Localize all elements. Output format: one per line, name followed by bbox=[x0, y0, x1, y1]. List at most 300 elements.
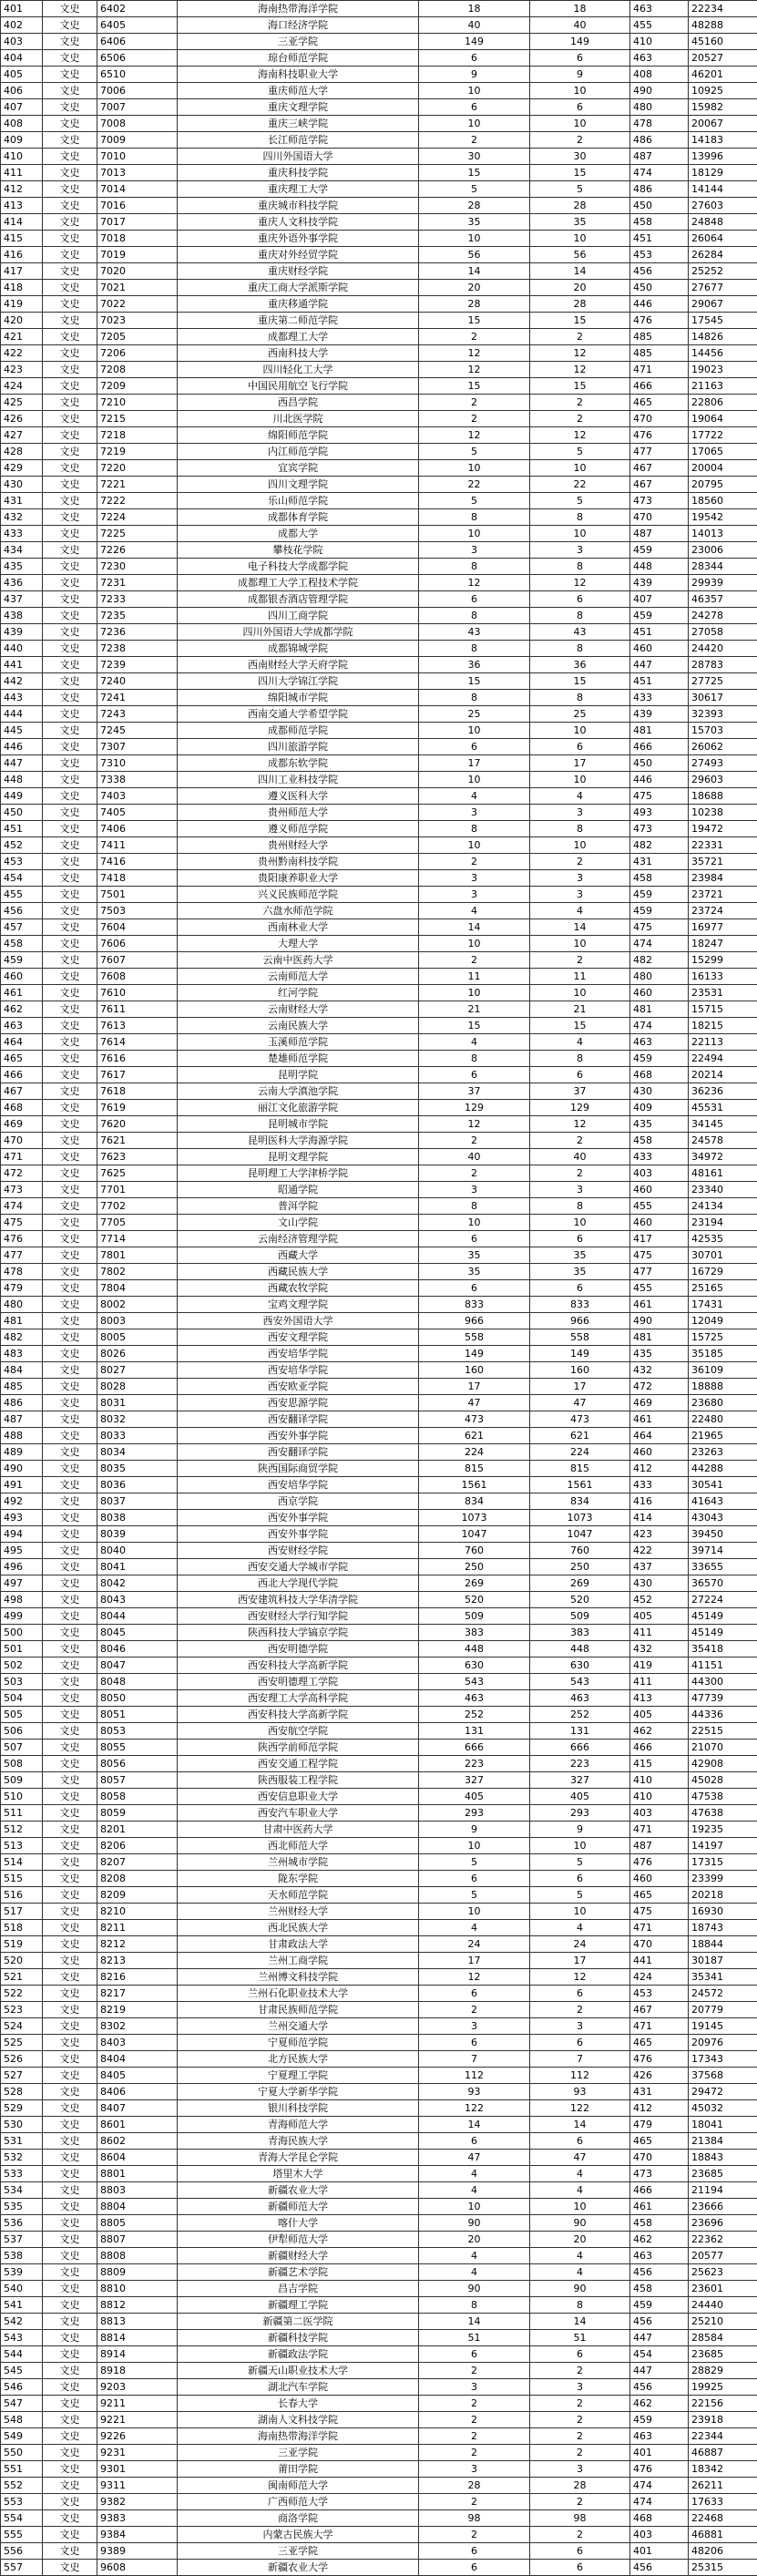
plan-count-cell: 47 bbox=[419, 1395, 530, 1411]
admitted-count-cell: 10 bbox=[530, 231, 630, 247]
min-rank-cell: 46887 bbox=[689, 2445, 757, 2461]
table-row bbox=[1, 1133, 757, 1149]
table-row bbox=[1, 2314, 757, 2330]
table-row bbox=[1, 362, 757, 378]
row-index-cell: 441 bbox=[1, 657, 43, 673]
category-cell: 文史 bbox=[43, 854, 97, 870]
min-rank-cell: 35721 bbox=[689, 854, 757, 870]
row-index-cell: 418 bbox=[1, 280, 43, 296]
school-code-cell: 7224 bbox=[97, 509, 178, 526]
row-index-cell: 500 bbox=[1, 1625, 43, 1641]
min-score-cell: 417 bbox=[630, 1231, 689, 1247]
admitted-count-cell: 6 bbox=[530, 591, 630, 608]
admitted-count-cell: 2 bbox=[530, 329, 630, 345]
min-score-cell: 473 bbox=[630, 821, 689, 837]
school-name-cell: 西藏农牧学院 bbox=[178, 1280, 419, 1297]
table-row bbox=[1, 1904, 757, 1920]
min-rank-cell: 34972 bbox=[689, 1149, 757, 1165]
min-score-cell: 456 bbox=[630, 2314, 689, 2330]
min-rank-cell: 27493 bbox=[689, 755, 757, 772]
min-rank-cell: 22344 bbox=[689, 2428, 757, 2445]
row-index-cell: 471 bbox=[1, 1149, 43, 1165]
school-code-cell: 7607 bbox=[97, 952, 178, 969]
admitted-count-cell: 20 bbox=[530, 280, 630, 296]
school-code-cell: 7016 bbox=[97, 198, 178, 214]
min-score-cell: 460 bbox=[630, 1444, 689, 1461]
school-name-cell: 四川工商学院 bbox=[178, 608, 419, 624]
school-name-cell: 新疆理工学院 bbox=[178, 2297, 419, 2314]
plan-count-cell: 666 bbox=[419, 1740, 530, 1756]
row-index-cell: 494 bbox=[1, 1526, 43, 1543]
plan-count-cell: 10 bbox=[419, 1904, 530, 1920]
admitted-count-cell: 5 bbox=[530, 1854, 630, 1871]
plan-count-cell: 5 bbox=[419, 181, 530, 198]
table-row bbox=[1, 1936, 757, 1953]
school-name-cell: 西北大学现代学院 bbox=[178, 1575, 419, 1592]
school-name-cell: 重庆师范大学 bbox=[178, 83, 419, 99]
admitted-count-cell: 122 bbox=[530, 2100, 630, 2117]
school-code-cell: 8810 bbox=[97, 2281, 178, 2297]
table-row bbox=[1, 870, 757, 887]
school-code-cell: 8036 bbox=[97, 1477, 178, 1493]
admitted-count-cell: 6 bbox=[530, 1871, 630, 1887]
plan-count-cell: 122 bbox=[419, 2100, 530, 2117]
category-cell: 文史 bbox=[43, 132, 97, 149]
table-row bbox=[1, 509, 757, 526]
school-code-cell: 7619 bbox=[97, 1100, 178, 1116]
school-name-cell: 海口经济学院 bbox=[178, 17, 419, 34]
table-row bbox=[1, 1461, 757, 1477]
row-index-cell: 445 bbox=[1, 723, 43, 739]
plan-count-cell: 10 bbox=[419, 83, 530, 99]
table-row bbox=[1, 247, 757, 263]
plan-count-cell: 543 bbox=[419, 1674, 530, 1690]
min-score-cell: 470 bbox=[630, 1936, 689, 1953]
table-row bbox=[1, 1822, 757, 1838]
row-index-cell: 413 bbox=[1, 198, 43, 214]
school-code-cell: 8814 bbox=[97, 2330, 178, 2346]
school-name-cell: 西安外事学院 bbox=[178, 1526, 419, 1543]
school-code-cell: 7416 bbox=[97, 854, 178, 870]
category-cell: 文史 bbox=[43, 214, 97, 231]
school-code-cell: 7238 bbox=[97, 641, 178, 657]
min-score-cell: 466 bbox=[630, 739, 689, 755]
school-name-cell: 西南交通大学希望学院 bbox=[178, 706, 419, 723]
min-score-cell: 454 bbox=[630, 2346, 689, 2363]
plan-count-cell: 98 bbox=[419, 2510, 530, 2527]
min-rank-cell: 14183 bbox=[689, 132, 757, 149]
row-index-cell: 516 bbox=[1, 1887, 43, 1904]
plan-count-cell: 10 bbox=[419, 526, 530, 542]
school-code-cell: 8217 bbox=[97, 1986, 178, 2002]
admitted-count-cell: 4 bbox=[530, 788, 630, 805]
admitted-count-cell: 250 bbox=[530, 1559, 630, 1575]
admitted-count-cell: 47 bbox=[530, 2150, 630, 2166]
admitted-count-cell: 25 bbox=[530, 706, 630, 723]
school-name-cell: 遵义医科大学 bbox=[178, 788, 419, 805]
admitted-count-cell: 3 bbox=[530, 870, 630, 887]
table-row bbox=[1, 395, 757, 411]
table-row bbox=[1, 542, 757, 559]
row-index-cell: 403 bbox=[1, 34, 43, 50]
min-rank-cell: 14197 bbox=[689, 1838, 757, 1854]
min-rank-cell: 20004 bbox=[689, 460, 757, 477]
min-rank-cell: 26284 bbox=[689, 247, 757, 263]
min-score-cell: 461 bbox=[630, 1297, 689, 1313]
min-rank-cell: 41151 bbox=[689, 1657, 757, 1674]
category-cell: 文史 bbox=[43, 657, 97, 673]
school-name-cell: 普洱学院 bbox=[178, 1198, 419, 1215]
school-code-cell: 7221 bbox=[97, 477, 178, 493]
category-cell: 文史 bbox=[43, 1559, 97, 1575]
min-rank-cell: 15715 bbox=[689, 1001, 757, 1018]
row-index-cell: 485 bbox=[1, 1379, 43, 1395]
row-index-cell: 543 bbox=[1, 2330, 43, 2346]
school-name-cell: 成都理工大学 bbox=[178, 329, 419, 345]
admitted-count-cell: 15 bbox=[530, 1018, 630, 1034]
admitted-count-cell: 2 bbox=[530, 952, 630, 969]
min-rank-cell: 15725 bbox=[689, 1329, 757, 1346]
school-code-cell: 7007 bbox=[97, 99, 178, 116]
admitted-count-cell: 93 bbox=[530, 2084, 630, 2100]
category-cell: 文史 bbox=[43, 887, 97, 903]
admitted-count-cell: 1047 bbox=[530, 1526, 630, 1543]
plan-count-cell: 383 bbox=[419, 1625, 530, 1641]
plan-count-cell: 28 bbox=[419, 2478, 530, 2494]
min-score-cell: 433 bbox=[630, 690, 689, 706]
school-name-cell: 成都银杏酒店管理学院 bbox=[178, 591, 419, 608]
admitted-count-cell: 3 bbox=[530, 2379, 630, 2396]
min-rank-cell: 23685 bbox=[689, 2166, 757, 2182]
school-name-cell: 四川大学锦江学院 bbox=[178, 673, 419, 690]
category-cell: 文史 bbox=[43, 1428, 97, 1444]
school-code-cell: 7610 bbox=[97, 985, 178, 1001]
min-score-cell: 490 bbox=[630, 1313, 689, 1329]
row-index-cell: 444 bbox=[1, 706, 43, 723]
min-rank-cell: 20218 bbox=[689, 1887, 757, 1904]
table-row bbox=[1, 165, 757, 181]
school-name-cell: 大理大学 bbox=[178, 936, 419, 952]
min-score-cell: 447 bbox=[630, 2330, 689, 2346]
min-score-cell: 465 bbox=[630, 2035, 689, 2051]
plan-count-cell: 17 bbox=[419, 755, 530, 772]
min-rank-cell: 27058 bbox=[689, 624, 757, 641]
admitted-count-cell: 14 bbox=[530, 263, 630, 280]
min-rank-cell: 23724 bbox=[689, 903, 757, 919]
school-name-cell: 四川外国语大学成都学院 bbox=[178, 624, 419, 641]
school-name-cell: 西北师范大学 bbox=[178, 1838, 419, 1854]
table-row bbox=[1, 1838, 757, 1854]
table-row bbox=[1, 673, 757, 690]
table-row bbox=[1, 1411, 757, 1428]
admitted-count-cell: 833 bbox=[530, 1297, 630, 1313]
row-index-cell: 534 bbox=[1, 2182, 43, 2199]
school-name-cell: 西安明德理工学院 bbox=[178, 1674, 419, 1690]
plan-count-cell: 22 bbox=[419, 477, 530, 493]
plan-count-cell: 520 bbox=[419, 1592, 530, 1608]
table-row bbox=[1, 2248, 757, 2264]
min-rank-cell: 26211 bbox=[689, 2478, 757, 2494]
school-code-cell: 7018 bbox=[97, 231, 178, 247]
school-code-cell: 8044 bbox=[97, 1608, 178, 1625]
table-row bbox=[1, 378, 757, 395]
min-score-cell: 482 bbox=[630, 952, 689, 969]
school-name-cell: 西安财经大学行知学院 bbox=[178, 1608, 419, 1625]
row-index-cell: 417 bbox=[1, 263, 43, 280]
admitted-count-cell: 17 bbox=[530, 755, 630, 772]
table-row bbox=[1, 575, 757, 591]
school-name-cell: 三亚学院 bbox=[178, 2543, 419, 2560]
min-score-cell: 412 bbox=[630, 2100, 689, 2117]
table-row bbox=[1, 2182, 757, 2199]
min-score-cell: 450 bbox=[630, 198, 689, 214]
table-row bbox=[1, 427, 757, 444]
school-name-cell: 湖南人文科技学院 bbox=[178, 2412, 419, 2428]
min-rank-cell: 17431 bbox=[689, 1297, 757, 1313]
plan-count-cell: 10 bbox=[419, 460, 530, 477]
school-name-cell: 海南热带海洋学院 bbox=[178, 1, 419, 17]
school-code-cell: 7418 bbox=[97, 870, 178, 887]
category-cell: 文史 bbox=[43, 526, 97, 542]
plan-count-cell: 6 bbox=[419, 2346, 530, 2363]
school-code-cell: 7215 bbox=[97, 411, 178, 427]
category-cell: 文史 bbox=[43, 165, 97, 181]
min-score-cell: 424 bbox=[630, 1969, 689, 1986]
school-code-cell: 7804 bbox=[97, 1280, 178, 1297]
category-cell: 文史 bbox=[43, 1, 97, 17]
min-score-cell: 465 bbox=[630, 2133, 689, 2150]
school-name-cell: 西安外国语大学 bbox=[178, 1313, 419, 1329]
category-cell: 文史 bbox=[43, 2494, 97, 2510]
row-index-cell: 436 bbox=[1, 575, 43, 591]
admitted-count-cell: 22 bbox=[530, 477, 630, 493]
min-score-cell: 463 bbox=[630, 1034, 689, 1051]
table-row bbox=[1, 263, 757, 280]
school-code-cell: 8041 bbox=[97, 1559, 178, 1575]
min-rank-cell: 20779 bbox=[689, 2002, 757, 2018]
admitted-count-cell: 252 bbox=[530, 1707, 630, 1723]
school-name-cell: 昆明文理学院 bbox=[178, 1149, 419, 1165]
min-rank-cell: 28829 bbox=[689, 2363, 757, 2379]
min-score-cell: 439 bbox=[630, 575, 689, 591]
school-code-cell: 7008 bbox=[97, 116, 178, 132]
row-index-cell: 454 bbox=[1, 870, 43, 887]
school-code-cell: 7019 bbox=[97, 247, 178, 263]
table-row bbox=[1, 99, 757, 116]
category-cell: 文史 bbox=[43, 1034, 97, 1051]
admitted-count-cell: 2 bbox=[530, 2494, 630, 2510]
category-cell: 文史 bbox=[43, 2330, 97, 2346]
admitted-count-cell: 8 bbox=[530, 1198, 630, 1215]
min-score-cell: 474 bbox=[630, 2494, 689, 2510]
school-code-cell: 8046 bbox=[97, 1641, 178, 1657]
category-cell: 文史 bbox=[43, 2117, 97, 2133]
plan-count-cell: 14 bbox=[419, 919, 530, 936]
row-index-cell: 419 bbox=[1, 296, 43, 313]
school-name-cell: 新疆财经大学 bbox=[178, 2248, 419, 2264]
school-code-cell: 8302 bbox=[97, 2018, 178, 2035]
table-row bbox=[1, 2396, 757, 2412]
row-index-cell: 469 bbox=[1, 1116, 43, 1133]
min-rank-cell: 22806 bbox=[689, 395, 757, 411]
table-row bbox=[1, 2297, 757, 2314]
school-name-cell: 西藏民族大学 bbox=[178, 1264, 419, 1280]
row-index-cell: 421 bbox=[1, 329, 43, 345]
category-cell: 文史 bbox=[43, 821, 97, 837]
min-score-cell: 458 bbox=[630, 2215, 689, 2232]
category-cell: 文史 bbox=[43, 2035, 97, 2051]
min-score-cell: 466 bbox=[630, 1740, 689, 1756]
admitted-count-cell: 6 bbox=[530, 739, 630, 755]
category-cell: 文史 bbox=[43, 1510, 97, 1526]
min-score-cell: 410 bbox=[630, 1772, 689, 1789]
row-index-cell: 515 bbox=[1, 1871, 43, 1887]
min-score-cell: 433 bbox=[630, 1477, 689, 1493]
row-index-cell: 552 bbox=[1, 2478, 43, 2494]
category-cell: 文史 bbox=[43, 2199, 97, 2215]
row-index-cell: 435 bbox=[1, 559, 43, 575]
min-score-cell: 419 bbox=[630, 1657, 689, 1674]
plan-count-cell: 160 bbox=[419, 1362, 530, 1379]
min-rank-cell: 18560 bbox=[689, 493, 757, 509]
row-index-cell: 407 bbox=[1, 99, 43, 116]
admitted-count-cell: 2 bbox=[530, 2363, 630, 2379]
row-index-cell: 450 bbox=[1, 805, 43, 821]
admitted-count-cell: 224 bbox=[530, 1444, 630, 1461]
row-index-cell: 466 bbox=[1, 1067, 43, 1083]
plan-count-cell: 3 bbox=[419, 887, 530, 903]
row-index-cell: 496 bbox=[1, 1559, 43, 1575]
school-code-cell: 7006 bbox=[97, 83, 178, 99]
table-row bbox=[1, 903, 757, 919]
table-row bbox=[1, 1526, 757, 1543]
plan-count-cell: 7 bbox=[419, 2051, 530, 2068]
row-index-cell: 411 bbox=[1, 165, 43, 181]
row-index-cell: 482 bbox=[1, 1329, 43, 1346]
admitted-count-cell: 35 bbox=[530, 1247, 630, 1264]
table-row bbox=[1, 1444, 757, 1461]
school-name-cell: 云南师范大学 bbox=[178, 969, 419, 985]
category-cell: 文史 bbox=[43, 755, 97, 772]
school-name-cell: 西安科技大学高新学院 bbox=[178, 1707, 419, 1723]
plan-count-cell: 2 bbox=[419, 2412, 530, 2428]
school-name-cell: 兴义民族师范学院 bbox=[178, 887, 419, 903]
table-row bbox=[1, 198, 757, 214]
admitted-count-cell: 6 bbox=[530, 2560, 630, 2576]
min-score-cell: 403 bbox=[630, 2527, 689, 2543]
row-index-cell: 484 bbox=[1, 1362, 43, 1379]
table-row bbox=[1, 2478, 757, 2494]
school-code-cell: 7611 bbox=[97, 1001, 178, 1018]
school-name-cell: 甘肃民族师范学院 bbox=[178, 2002, 419, 2018]
min-rank-cell: 24578 bbox=[689, 1133, 757, 1149]
row-index-cell: 465 bbox=[1, 1051, 43, 1067]
min-rank-cell: 21070 bbox=[689, 1740, 757, 1756]
admitted-count-cell: 520 bbox=[530, 1592, 630, 1608]
row-index-cell: 463 bbox=[1, 1018, 43, 1034]
admitted-count-cell: 24 bbox=[530, 1936, 630, 1953]
school-name-cell: 四川文理学院 bbox=[178, 477, 419, 493]
min-score-cell: 422 bbox=[630, 1543, 689, 1559]
school-code-cell: 8219 bbox=[97, 2002, 178, 2018]
plan-count-cell: 3 bbox=[419, 2461, 530, 2478]
row-index-cell: 422 bbox=[1, 345, 43, 362]
admitted-count-cell: 2 bbox=[530, 1133, 630, 1149]
school-code-cell: 8034 bbox=[97, 1444, 178, 1461]
row-index-cell: 476 bbox=[1, 1231, 43, 1247]
school-name-cell: 云南经济管理学院 bbox=[178, 1231, 419, 1247]
table-row bbox=[1, 706, 757, 723]
table-row bbox=[1, 1149, 757, 1165]
min-rank-cell: 27677 bbox=[689, 280, 757, 296]
row-index-cell: 464 bbox=[1, 1034, 43, 1051]
category-cell: 文史 bbox=[43, 149, 97, 165]
table-row bbox=[1, 1986, 757, 2002]
table-row bbox=[1, 181, 757, 198]
category-cell: 文史 bbox=[43, 985, 97, 1001]
row-index-cell: 538 bbox=[1, 2248, 43, 2264]
row-index-cell: 473 bbox=[1, 1182, 43, 1198]
table-row bbox=[1, 821, 757, 837]
min-score-cell: 476 bbox=[630, 1854, 689, 1871]
school-name-cell: 内江师范学院 bbox=[178, 444, 419, 460]
min-score-cell: 467 bbox=[630, 477, 689, 493]
row-index-cell: 415 bbox=[1, 231, 43, 247]
category-cell: 文史 bbox=[43, 2264, 97, 2281]
plan-count-cell: 2 bbox=[419, 132, 530, 149]
row-index-cell: 414 bbox=[1, 214, 43, 231]
min-rank-cell: 25210 bbox=[689, 2314, 757, 2330]
category-cell: 文史 bbox=[43, 1264, 97, 1280]
category-cell: 文史 bbox=[43, 673, 97, 690]
school-name-cell: 文山学院 bbox=[178, 1215, 419, 1231]
admitted-count-cell: 6 bbox=[530, 2133, 630, 2150]
plan-count-cell: 10 bbox=[419, 1838, 530, 1854]
school-code-cell: 7604 bbox=[97, 919, 178, 936]
min-rank-cell: 19145 bbox=[689, 2018, 757, 2035]
school-name-cell: 西北民族大学 bbox=[178, 1920, 419, 1936]
min-rank-cell: 23340 bbox=[689, 1182, 757, 1198]
row-index-cell: 511 bbox=[1, 1805, 43, 1822]
plan-count-cell: 10 bbox=[419, 936, 530, 952]
min-rank-cell: 36236 bbox=[689, 1083, 757, 1100]
min-score-cell: 458 bbox=[630, 1133, 689, 1149]
plan-count-cell: 6 bbox=[419, 1231, 530, 1247]
school-name-cell: 西藏大学 bbox=[178, 1247, 419, 1264]
row-index-cell: 447 bbox=[1, 755, 43, 772]
min-rank-cell: 24572 bbox=[689, 1986, 757, 2002]
min-rank-cell: 22468 bbox=[689, 2510, 757, 2527]
table-row bbox=[1, 1625, 757, 1641]
admitted-count-cell: 405 bbox=[530, 1789, 630, 1805]
min-score-cell: 459 bbox=[630, 2412, 689, 2428]
admitted-count-cell: 35 bbox=[530, 214, 630, 231]
school-code-cell: 8914 bbox=[97, 2346, 178, 2363]
school-name-cell: 内蒙古民族大学 bbox=[178, 2527, 419, 2543]
school-code-cell: 7338 bbox=[97, 772, 178, 788]
row-index-cell: 542 bbox=[1, 2314, 43, 2330]
school-code-cell: 8048 bbox=[97, 1674, 178, 1690]
admitted-count-cell: 40 bbox=[530, 1149, 630, 1165]
category-cell: 文史 bbox=[43, 952, 97, 969]
school-code-cell: 7403 bbox=[97, 788, 178, 805]
category-cell: 文史 bbox=[43, 2051, 97, 2068]
category-cell: 文史 bbox=[43, 1198, 97, 1215]
school-code-cell: 7625 bbox=[97, 1165, 178, 1182]
school-code-cell: 8601 bbox=[97, 2117, 178, 2133]
table-row bbox=[1, 2560, 757, 2576]
min-rank-cell: 15703 bbox=[689, 723, 757, 739]
